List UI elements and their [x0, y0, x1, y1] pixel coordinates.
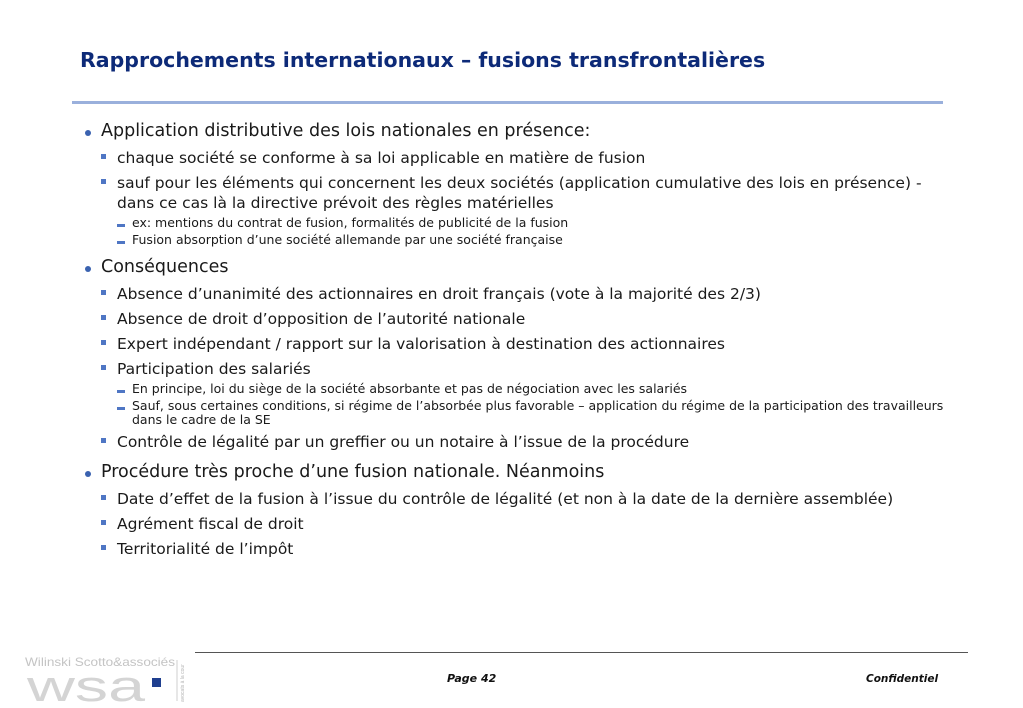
sub-bullet-item [84, 309, 944, 329]
dash-bullet-icon [117, 224, 125, 227]
sub-bullet-item [84, 539, 944, 559]
square-bullet-icon [101, 495, 106, 500]
dash-bullet-icon [117, 390, 125, 393]
sub-sub-bullet-item [84, 216, 944, 230]
logo-mark: wsa [25, 662, 146, 705]
sub-bullet-item [84, 148, 944, 168]
bullet-item-text: Conséquences [101, 257, 229, 277]
sub-sub-bullet-item-text: ex: mentions du contrat de fusion, formalités de publicité de la fusion [132, 215, 569, 230]
square-bullet-icon [101, 340, 106, 345]
sub-bullet-item-text: chaque société se conforme à sa loi applicable en matière de fusion [117, 149, 646, 167]
sub-bullet-item-text: Date d’effet de la fusion à l’issue du contrôle de légalité (et non à la date de la dernière assemblée) [117, 490, 894, 508]
sub-sub-bullet-item-text: Fusion absorption d’une société allemande par une société française [132, 232, 563, 247]
logo-square [152, 678, 161, 687]
round-bullet-icon [85, 266, 91, 272]
bullet-item-text: Procédure très proche d’une fusion nationale. Néanmoins [101, 462, 605, 482]
sub-bullet-item [84, 173, 944, 213]
square-bullet-icon [101, 315, 106, 320]
square-bullet-icon [101, 290, 106, 295]
sub-sub-bullet-item [84, 233, 944, 247]
square-bullet-icon [101, 365, 106, 370]
confidential-label: Confidentiel [866, 673, 939, 685]
square-bullet-icon [101, 154, 106, 159]
round-bullet-icon [85, 471, 91, 477]
round-bullet-icon [85, 130, 91, 136]
sub-bullet-item [84, 432, 944, 452]
sub-sub-bullet-item-text: En principe, loi du siège de la société absorbante et pas de négociation avec les salariés [132, 381, 688, 396]
square-bullet-icon [101, 438, 106, 443]
sub-bullet-item-text: Expert indépendant / rapport sur la valorisation à destination des actionnaires [117, 335, 725, 353]
sub-bullet-item-text: Participation des salariés [117, 360, 311, 378]
page-number: Page 42 [447, 672, 497, 685]
slide-content [84, 120, 944, 559]
sub-bullet-item [84, 284, 944, 304]
dash-bullet-icon [117, 241, 125, 244]
sub-bullet-item-text: sauf pour les éléments qui concernent les deux sociétés (application cumulative des lois en présence) - dans ce cas là la directive prévoit des règles matérielles [117, 174, 922, 212]
square-bullet-icon [101, 545, 106, 550]
logo-firm-name: Wilinski Scotto&associés [25, 655, 175, 669]
sub-bullet-item [84, 334, 944, 354]
logo-side-text: avocats à la cour [180, 664, 186, 702]
dash-bullet-icon [117, 407, 125, 410]
bullet-item-text: Application distributive des lois nationales en présence: [101, 121, 591, 141]
sub-sub-bullet-item [84, 399, 944, 427]
square-bullet-icon [101, 520, 106, 525]
bullet-item [84, 461, 944, 484]
sub-sub-bullet-item [84, 382, 944, 396]
footer-divider [195, 652, 968, 653]
bullet-item [84, 256, 944, 279]
title-divider [72, 101, 943, 104]
sub-bullet-item-text: Absence de droit d’opposition de l’autorité nationale [117, 310, 526, 328]
sub-bullet-item-text: Contrôle de légalité par un greffier ou un notaire à l’issue de la procédure [117, 433, 690, 451]
slide-title: Rapprochements internationaux – fusions transfrontalières [80, 48, 766, 72]
sub-bullet-item-text: Territorialité de l’impôt [117, 540, 294, 558]
bullet-item [84, 120, 944, 143]
sub-sub-bullet-item-text: Sauf, sous certaines conditions, si régime de l’absorbée plus favorable – application du régime de la participation des travailleurs dans le cadre de la SE [132, 398, 944, 427]
sub-bullet-item-text: Agrément fiscal de droit [117, 515, 304, 533]
sub-bullet-item [84, 489, 944, 509]
square-bullet-icon [101, 179, 106, 184]
sub-bullet-item [84, 514, 944, 534]
sub-bullet-item [84, 359, 944, 379]
company-logo [24, 655, 199, 705]
sub-bullet-item-text: Absence d’unanimité des actionnaires en droit français (vote à la majorité des 2/3) [117, 285, 761, 303]
